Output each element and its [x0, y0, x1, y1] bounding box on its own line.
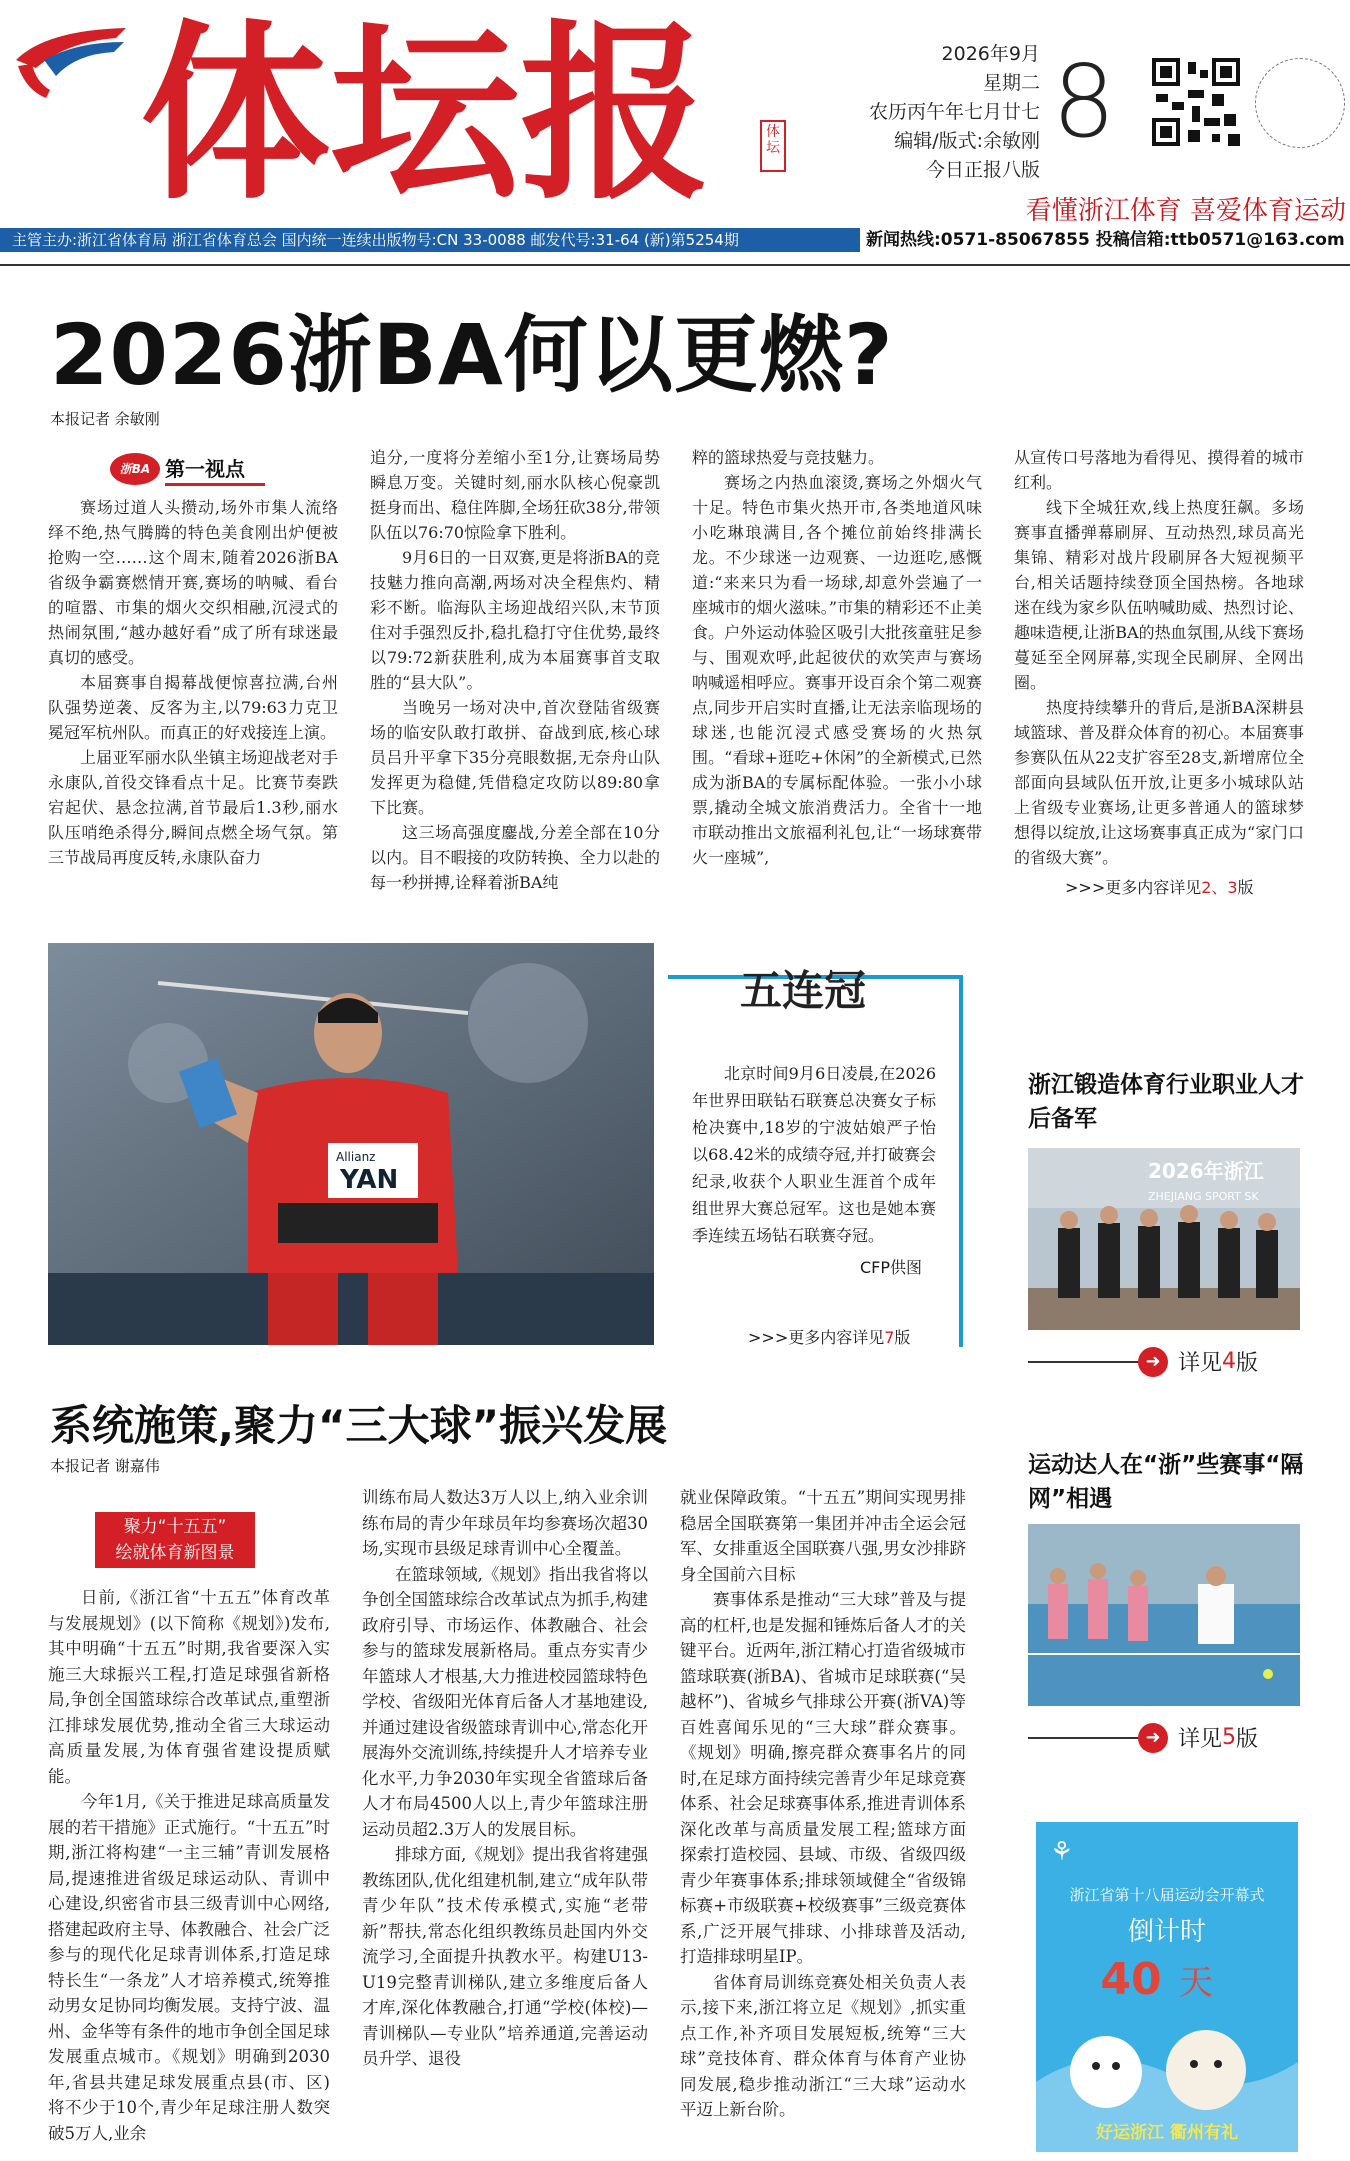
- mini-program-code-icon[interactable]: [1255, 58, 1345, 148]
- lead-column-1: 赛场过道人头攒动,场外市集人流络绎不绝,热气腾腾的特色美食刚出炉便被抢购一空……这个周末,随着2026浙BA省级争霸赛燃情开赛,赛场的呐喊、看台的喧嚣、市集的烟火交织相融,沉浸式的热闹氛围,“越办越好看”成了所有球迷最真切的感受。 本届赛事自揭幕战便惊喜拉满,台州队强势逆袭、反客为主,以79:63力克卫冕冠军杭州队。而真正的好戏接连上演。 上届亚军丽水队坐镇主场迎战老对手永康队,首役交锋看点十足。比赛节奏跌宕起伏、悬念拉满,首节最后1.3秒,丽水队压哨绝杀得分,瞬间点燃全场气氛。第三节战局再度反转,永康队奋力: [48, 498, 338, 867]
- page-count: 今日正报八版: [925, 159, 1040, 181]
- date-block: [860, 40, 1040, 185]
- masthead: [0, 0, 1350, 230]
- divider: [0, 264, 1350, 266]
- athlete-illustration: [48, 943, 654, 1345]
- arrow-right-icon: ➜: [1138, 1723, 1168, 1753]
- feature-see-more-link[interactable]: >>>更多内容详见7版: [748, 1328, 911, 1347]
- first-view-tag: [110, 453, 270, 485]
- newspaper-logo-icon: [6, 20, 136, 100]
- sidebar-story-2-photo: [1028, 1524, 1300, 1706]
- masthead-calligraphy-title: [140, 0, 740, 220]
- sidebar-story-2-see-more[interactable]: ➜ 详见 5 版: [1028, 1722, 1258, 1753]
- page-number: 8: [1052, 43, 1116, 160]
- first-view-label: 第一视点: [165, 457, 245, 481]
- zhe-ba-badge: 浙BA: [110, 453, 160, 485]
- lead-see-more-link[interactable]: >>>更多内容详见2、3版: [1065, 878, 1254, 897]
- second-column-3: 就业保障政策。“十五五”期间实现男排稳居全国联赛第一集团并冲击全运会冠军、女排重返全国联赛八强,男女沙排跻身全国前六目标 赛事体系是推动“三大球”普及与提高的杠杆,也是发掘和锤炼后备人才的关键平台。近两年,浙江精心打造省级城市篮球联赛(浙BA)、省城市足球联赛(“吴越杯”)、省城乡气排球公开赛(浙VA)等百姓喜闻乐见的“三大球”群众赛事。《规划》明确,擦亮群众赛事名片的同时,在足球方面持续完善青少年足球竞赛体系、社会足球赛事体系,推进青训体系深化改革与高质量发展工程;篮球方面探索打造校园、县域、市级、省级四级青少年赛事体系;排球领域健全“省级锦标赛+市级联赛+校级赛事”三级竞赛体系,广泛开展气排球、小排球普及活动,打造排球明星IP。 省体育局训练竞赛处相关负责人表示,接下来,浙江将立足《规划》,抓实重点工作,补齐项目发展短板,统筹“三大球”竞技体育、群众体育与体育产业协同发展,稳步推动浙江“三大球”运动水平迈上新台阶。: [680, 1488, 966, 2119]
- tennis-players-illustration: [1028, 1524, 1300, 1706]
- lunar-date: 农历丙午年七月廿七: [868, 101, 1040, 123]
- publication-info-bar: 主管主办:浙江省体育局 浙江省体育总会 国内统一连续出版物号:CN 33-0088 邮发代号:31-64 (新)第5254期: [0, 228, 860, 252]
- ad-bottom-slogan: 好运浙江 衢州有礼: [1096, 2123, 1238, 2143]
- masthead-title: 体坛报: [140, 2, 711, 220]
- issue-date: 2026年9月: [941, 43, 1040, 65]
- ad-countdown-label: 倒计时: [1127, 1917, 1207, 1947]
- sidebar-story-1-photo: [1028, 1148, 1300, 1330]
- second-column-1: 日前,《浙江省“十五五”体育改革与发展规划》(以下简称《规划》)发布,其中明确“十五五”时期,我省要深入实施三大球振兴工程,打造足球强省新格局,争创全国篮球综合改革试点,重塑浙江排球发展优势,推动全省三大球运动高质量发展,为体育强省建设提质赋能。 今年1月,《关于推进足球高质量发展的若干措施》正式施行。“十五五”时期,浙江将构建“一主三辅”青训发展格局,提速推进省级足球运动队、青训中心建设,织密省市县三级青训中心网络,搭建起政府主导、体教融合、社会广泛参与的现代化足球青训体系,打造足球特长生“一条龙”人才培养模式,统筹推动男女足协同均衡发展。支持宁波、温州、金华等有条件的地市争创全国足球发展重点城市。《规划》明确到2030年,省县共建足球发展重点县(市、区)将不少于10个,青少年足球注册人数突破5万人,业余: [48, 1588, 330, 2143]
- news-hotline: 新闻热线:0571-85067855 投稿信箱:ttb0571@163.com: [866, 230, 1345, 250]
- javelin-athlete-photo: [48, 943, 654, 1345]
- lead-byline: 本报记者 余敏刚: [50, 410, 160, 428]
- lead-column-4: 从宣传口号落地为看得见、摸得着的城市红利。 线下全城狂欢,线上热度狂飙。多场赛事直播弹幕刷屏、互动热烈,球员高光集锦、精彩对战片段刷屏各大短视频平台,相关话题持续登顶全国热榜。各地球迷在线为家乡队伍呐喊助威、热烈讨论、趣味造梗,让浙BA的热血氛围,从线下赛场蔓延至全网屏幕,实现全民刷屏、全网出圈。 热度持续攀升的背后,是浙BA深耕县域篮球、普及群众体育的初心。本届赛事参赛队伍从22支扩容至28支,新增席位全部面向县域队伍开放,让更多小城球队站上省级专业赛场,让更多普通人的篮球梦想得以绽放,让这场赛事真正成为“家门口的省级大赛”。: [1014, 448, 1304, 867]
- second-headline: 系统施策,聚力“三大球”振兴发展: [50, 1401, 668, 1450]
- mascot-icon: [1070, 2036, 1142, 2108]
- second-column-2: 训练布局人数达3万人以上,纳入业余训练布局的青少年球员年均参赛场次超30场,实现市县级足球青训中心全覆盖。 在篮球领域,《规划》指出我省将以争创全国篮球综合改革试点为抓手,构建政府引导、市场运作、体教融合、社会参与的篮球发展新格局。重点夯实青少年篮球人才根基,大力推进校园篮球特色学校、省级阳光体育后备人才基地建设,并通过建设省级篮球青训中心,常态化开展海外交流训练,持续提升人才培养专业化水平,力争2030年实现全省篮球后备人才布局4500人以上,青少年篮球注册运动员超2.3万人的发展目标。 排球方面,《规划》提出我省将建强教练团队,优化组建机制,建立“成年队带青少年队”技术传承模式,实施“老带新”帮扶,常态化组织教练员赴国内外交流学习,全面提升执教水平。构建U13-U19完整青训梯队,建立多维度后备人才库,深化体教融合,打通“学校(体校)—青训梯队—专业队”培养通道,完善运动员升学、退役: [362, 1488, 648, 2068]
- bib-sponsor: Allianz: [336, 1150, 376, 1164]
- feature-title: 五连冠: [740, 966, 867, 1015]
- qr-code-icon[interactable]: [1152, 58, 1240, 146]
- banner-subtext: ZHEJIANG SPORT SK: [1148, 1190, 1259, 1203]
- games-countdown-ad[interactable]: [1036, 1822, 1298, 2152]
- ad-countdown-unit: 天: [1179, 1963, 1213, 2003]
- ad-title: 浙江省第十八届运动会开幕式: [1069, 1886, 1265, 1904]
- ad-artwork: [1036, 1822, 1298, 2152]
- sidebar-story-2-title[interactable]: 运动达人在“浙”些赛事“隔网”相遇: [1028, 1452, 1304, 1512]
- lead-headline: 2026浙BA何以更燃?: [50, 306, 894, 404]
- slogan: 看懂浙江体育 喜爱体育运动: [1025, 196, 1346, 226]
- lead-column-2: 追分,一度将分差缩小至1分,让赛场局势瞬息万变。关键时刻,丽水队核心倪豪凯挺身而出、稳住阵脚,全场狂砍38分,带领队伍以76:70惊险拿下胜利。 9月6日的一日双赛,更是将浙BA的竞技魅力推向高潮,两场对决全程焦灼、精彩不断。临海队主场迎战绍兴队,末节顶住对手强烈反扑,稳扎稳打守住优势,最终以79:72新获胜利,成为本届赛事首支取胜的“县大队”。 当晚另一场对决中,首次登陆省级赛场的临安队敢打敢拼、奋战到底,核心球员吕升平拿下35分亮眼数据,无奈舟山队发挥更为稳健,凭借稳定攻防以89:80拿下比赛。 这三场高强度鏖战,分差全部在10分以内。目不暇接的攻防转换、全力以赴的每一秒拼搏,诠释着浙BA纯: [370, 448, 660, 892]
- feature-text: 北京时间9月6日凌晨,在2026年世界田联钻石联赛总决赛女子标枪决赛中,18岁的宁波姑娘严子怡以68.42米的成绩夺冠,并打破赛会纪录,收获个人职业生涯首个成年组世界大赛总冠军。这也是她本赛季连续五场钻石联赛夺冠。: [692, 1064, 936, 1245]
- sidebar-story-1-title[interactable]: 浙江锻造体育行业职业人才后备军: [1028, 1072, 1304, 1132]
- sidebar-story-1-see-more[interactable]: ➜ 详见 4 版: [1028, 1346, 1258, 1377]
- bib-name: YAN: [340, 1165, 399, 1195]
- arrow-right-icon: ➜: [1138, 1347, 1168, 1377]
- athletes-group-illustration: [1028, 1148, 1300, 1330]
- weekday: 星期二: [982, 72, 1040, 94]
- banner-text: 2026年浙江: [1148, 1159, 1264, 1183]
- second-byline: 本报记者 谢嘉伟: [50, 1457, 160, 1475]
- red-seal: 体坛: [760, 120, 786, 172]
- fifteenth-plan-tag: 聚力“十五五” 绘就体育新图景: [95, 1512, 255, 1568]
- ad-countdown-days: 40: [1100, 1954, 1162, 2005]
- mascot-icon: [1166, 2030, 1246, 2110]
- games-logo-icon: ⚘: [1050, 1837, 1074, 1867]
- photo-credit: CFP供图: [860, 1258, 923, 1277]
- lead-column-3: 粹的篮球热爱与竞技魅力。 赛场之内热血滚烫,赛场之外烟火气十足。特色市集火热开市,各类地道风味小吃琳琅满目,各个摊位前始终排满长龙。不少球迷一边观赛、一边逛吃,感慨道:“来来只为看一场球,却意外尝遍了一座城市的烟火滋味。”市集的精彩还不止美食。户外运动体验区吸引大批孩童驻足参与、围观欢呼,此起彼伏的欢笑声与赛场呐喊遥相呼应。赛事开设百余个第二观赛点,同步开启实时直播,让无法亲临现场的球迷,也能沉浸式感受赛场的火热氛围。“看球+逛吃+休闲”的全新模式,已然成为浙BA的专属标配体验。一张小小球票,撬动全城文旅消费活力。全省十一地市联动推出文旅福利礼包,让“一场球赛带火一座城”,: [692, 448, 982, 867]
- editor: 编辑/版式:余敏刚: [894, 130, 1040, 152]
